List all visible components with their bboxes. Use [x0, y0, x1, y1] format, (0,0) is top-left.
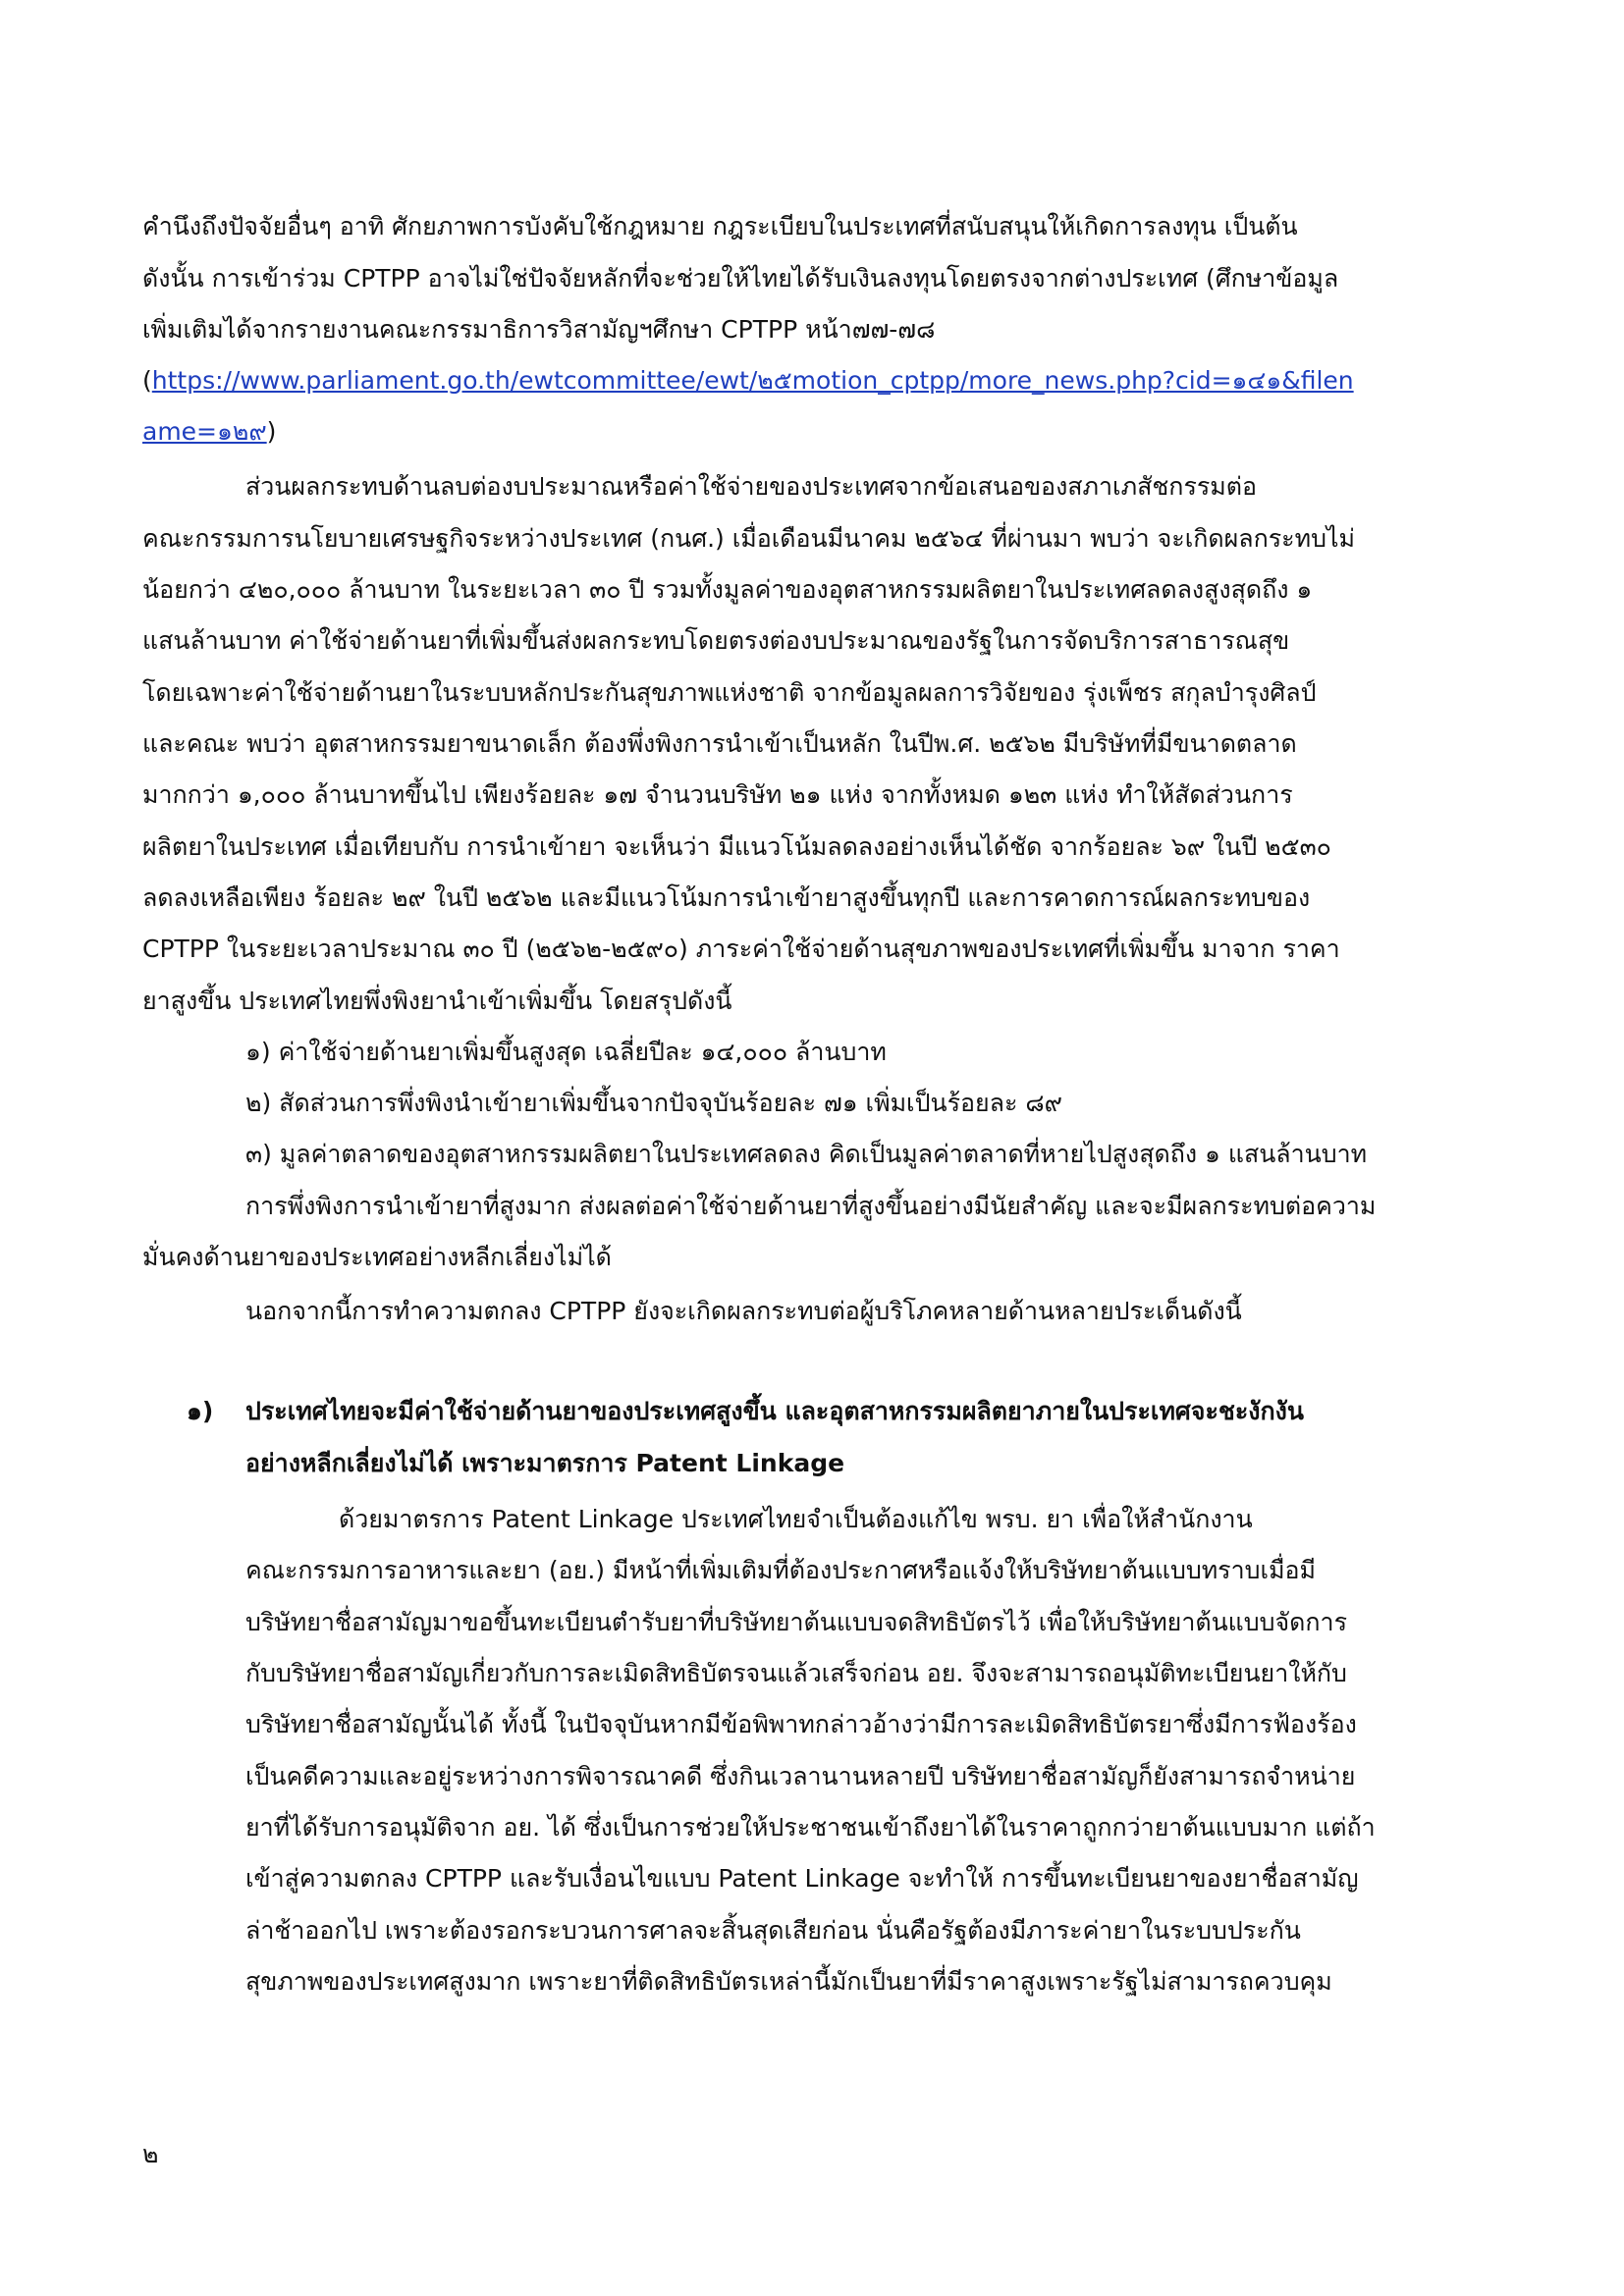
body-text-line: เข้าสู่ความตกลง CPTPP และรับเงื่อนไขแบบ Patent Linkage จะทำให้ การขึ้นทะเบียนยาของยาชื่อสามัญ [245, 1864, 1359, 1893]
body-text-line: น้อยกว่า ๔๒๐,๐๐๐ ล้านบาท ในระยะเวลา ๓๐ ปี รวมทั้งมูลค่าของอุตสาหกรรมผลิตยาในประเทศลดลงสูงสุดถึง ๑ [142, 575, 1313, 604]
body-text-line: เพิ่มเติมได้จากรายงานคณะกรรมาธิการวิสามัญฯศึกษา CPTPP หน้า๗๗-๗๘ [142, 315, 936, 344]
body-text-line: บริษัทยาชื่อสามัญมาขอขึ้นทะเบียนตำรับยาที่บริษัทยาต้นแบบจดสิทธิบัตรไว้ เพื่อให้บริษัทยาต้นแบบจัดการ [245, 1608, 1348, 1636]
body-text-line: โดยเฉพาะค่าใช้จ่ายด้านยาในระบบหลักประกันสุขภาพแห่งชาติ จากข้อมูลผลการวิจัยของ รุ่งเพ็ชร สกุลบำรุงศิลป์ [142, 678, 1317, 707]
body-text-line: มั่นคงด้านยาของประเทศอย่างหลีกเลี่ยงไม่ได้ [142, 1243, 612, 1271]
body-text-line: เป็นคดีความและอยู่ระหว่างการพิจารณาคดี ซึ่งกินเวลานานหลายปี บริษัทยาชื่อสามัญก็ยังสามารถจำหน่าย [245, 1762, 1356, 1790]
reference-link[interactable]: https://www.parliament.go.th/ewtcommittee/ewt/๒๕motion_cptpp/more_news.php?cid=๑๔๑&filen [151, 366, 1354, 395]
paren-close: ) [266, 417, 277, 446]
section-heading: ประเทศไทยจะมีค่าใช้จ่ายด้านยาของประเทศสูงขึ้น และอุตสาหกรรมผลิตยาภายในประเทศจะชะงักงัน [245, 1397, 1304, 1425]
body-text-line: ส่วนผลกระทบด้านลบต่องบประมาณหรือค่าใช้จ่ายของประเทศจากข้อเสนอของสภาเภสัชกรรมต่อ [245, 472, 1258, 501]
body-text-line: ผลิตยาในประเทศ เมื่อเทียบกับ การนำเข้ายา จะเห็นว่า มีแนวโน้มลดลงอย่างเห็นได้ชัด จากร้อยละ ๖๙ ในปี ๒๕๓๐ [142, 832, 1331, 861]
body-text-line: แสนล้านบาท ค่าใช้จ่ายด้านยาที่เพิ่มขึ้นส่งผลกระทบโดยตรงต่องบประมาณของรัฐในการจัดบริการสาธารณสุข [142, 626, 1290, 655]
section-heading: อย่างหลีกเลี่ยงไม่ได้ เพราะมาตรการ Patent Linkage [245, 1449, 845, 1477]
body-text-line: มากกว่า ๑,๐๐๐ ล้านบาทขึ้นไป เพียงร้อยละ ๑๗ จำนวนบริษัท ๒๑ แห่ง จากทั้งหมด ๑๒๓ แห่ง ทำให้สัดส่วนการ [142, 780, 1293, 809]
body-text-line: นอกจากนี้การทำความตกลง CPTPP ยังจะเกิดผลกระทบต่อผู้บริโภคหลายด้านหลายประเด็นดังนี้ [245, 1297, 1242, 1325]
body-text-line: ยาที่ได้รับการอนุมัติจาก อย. ได้ ซึ่งเป็นการช่วยให้ประชาชนเข้าถึงยาได้ในราคาถูกกว่ายาต้นแบบมาก แต่ถ้า [245, 1813, 1376, 1842]
body-text-line: CPTPP ในระยะเวลาประมาณ ๓๐ ปี (๒๕๖๒-๒๕๙๐) ภาระค่าใช้จ่ายด้านสุขภาพของประเทศที่เพิ่มขึ้น มาจาก ราคา [142, 934, 1340, 963]
reference-url-line-1 [142, 355, 1354, 406]
body-text-line: สุขภาพของประเทศสูงมาก เพราะยาที่ติดสิทธิบัตรเหล่านี้มักเป็นยาที่มีราคาสูงเพราะรัฐไม่สามารถควบคุม [245, 1967, 1332, 1996]
body-text-line: ด้วยมาตรการ Patent Linkage ประเทศไทยจำเป็นต้องแก้ไข พรบ. ยา เพื่อให้สำนักงาน [339, 1505, 1253, 1533]
body-text-line: ดังนั้น การเข้าร่วม CPTPP อาจไม่ใช่ปัจจัยหลักที่จะช่วยให้ไทยได้รับเงินลงทุนโดยตรงจากต่างประเทศ (ศึกษาข้อมูล [142, 264, 1339, 293]
body-text-line: และคณะ พบว่า อุตสาหกรรมยาขนาดเล็ก ต้องพึ่งพิงการนำเข้าเป็นหลัก ในปีพ.ศ. ๒๕๖๒ มีบริษัทที่มีขนาดตลาด [142, 729, 1297, 758]
section-heading-number: ๑) [187, 1397, 214, 1425]
body-text-line: ล่าช้าออกไป เพราะต้องรอกระบวนการศาลจะสิ้นสุดเสียก่อน นั่นคือรัฐต้องมีภาระค่ายาในระบบประกัน [245, 1916, 1301, 1945]
body-text-line: คณะกรรมการอาหารและยา (อย.) มีหน้าที่เพิ่มเติมที่ต้องประกาศหรือแจ้งให้บริษัทยาต้นแบบทราบเมื่อมี [245, 1556, 1317, 1584]
body-text-line: คำนึงถึงปัจจัยอื่นๆ อาทิ ศักยภาพการบังคับใช้กฎหมาย กฎระเบียบในประเทศที่สนับสนุนให้เกิดการลงทุน เป็นต้น [142, 212, 1298, 240]
reference-link-continued[interactable]: ame=๑๒๙ [142, 417, 267, 446]
body-text-line: บริษัทยาชื่อสามัญนั้นได้ ทั้งนี้ ในปัจจุบันหากมีข้อพิพาทกล่าวอ้างว่ามีการละเมิดสิทธิบัตรยาซึ่งมีการฟ้องร้อง [245, 1710, 1357, 1738]
list-item: ๒) สัดส่วนการพึ่งพิงนำเข้ายาเพิ่มขึ้นจากปัจจุบันร้อยละ ๗๑ เพิ่มเป็นร้อยละ ๘๙ [245, 1089, 1062, 1117]
page-number: ๒ [142, 2140, 159, 2168]
body-text-line: การพึ่งพิงการนำเข้ายาที่สูงมาก ส่งผลต่อค่าใช้จ่ายด้านยาที่สูงขึ้นอย่างมีนัยสำคัญ และจะมีผลกระทบต่อความ [245, 1192, 1377, 1220]
list-item: ๓) มูลค่าตลาดของอุตสาหกรรมผลิตยาในประเทศลดลง คิดเป็นมูลค่าตลาดที่หายไปสูงสุดถึง ๑ แสนล้านบาท [245, 1140, 1368, 1168]
body-text-line: กับบริษัทยาชื่อสามัญเกี่ยวกับการละเมิดสิทธิบัตรจนแล้วเสร็จก่อน อย. จึงจะสามารถอนุมัติทะเบียนยาให้กับ [245, 1659, 1347, 1687]
list-item: ๑) ค่าใช้จ่ายด้านยาเพิ่มขึ้นสูงสุด เฉลี่ยปีละ ๑๔,๐๐๐ ล้านบาท [245, 1038, 887, 1066]
body-text-line: คณะกรรมการนโยบายเศรษฐกิจระหว่างประเทศ (กนศ.) เมื่อเดือนมีนาคม ๒๕๖๔ ที่ผ่านมา พบว่า จะเกิดผลกระทบไม่ [142, 524, 1355, 553]
body-text-line: ยาสูงขึ้น ประเทศไทยพึ่งพิงยานำเข้าเพิ่มขึ้น โดยสรุปดังนี้ [142, 987, 732, 1015]
paren-open: ( [142, 366, 152, 395]
body-text-line: ลดลงเหลือเพียง ร้อยละ ๒๙ ในปี ๒๕๖๒ และมีแนวโน้มการนำเข้ายาสูงขึ้นทุกปี และการคาดการณ์ผลกระทบของ [142, 883, 1311, 912]
reference-url-line-2 [142, 406, 276, 457]
